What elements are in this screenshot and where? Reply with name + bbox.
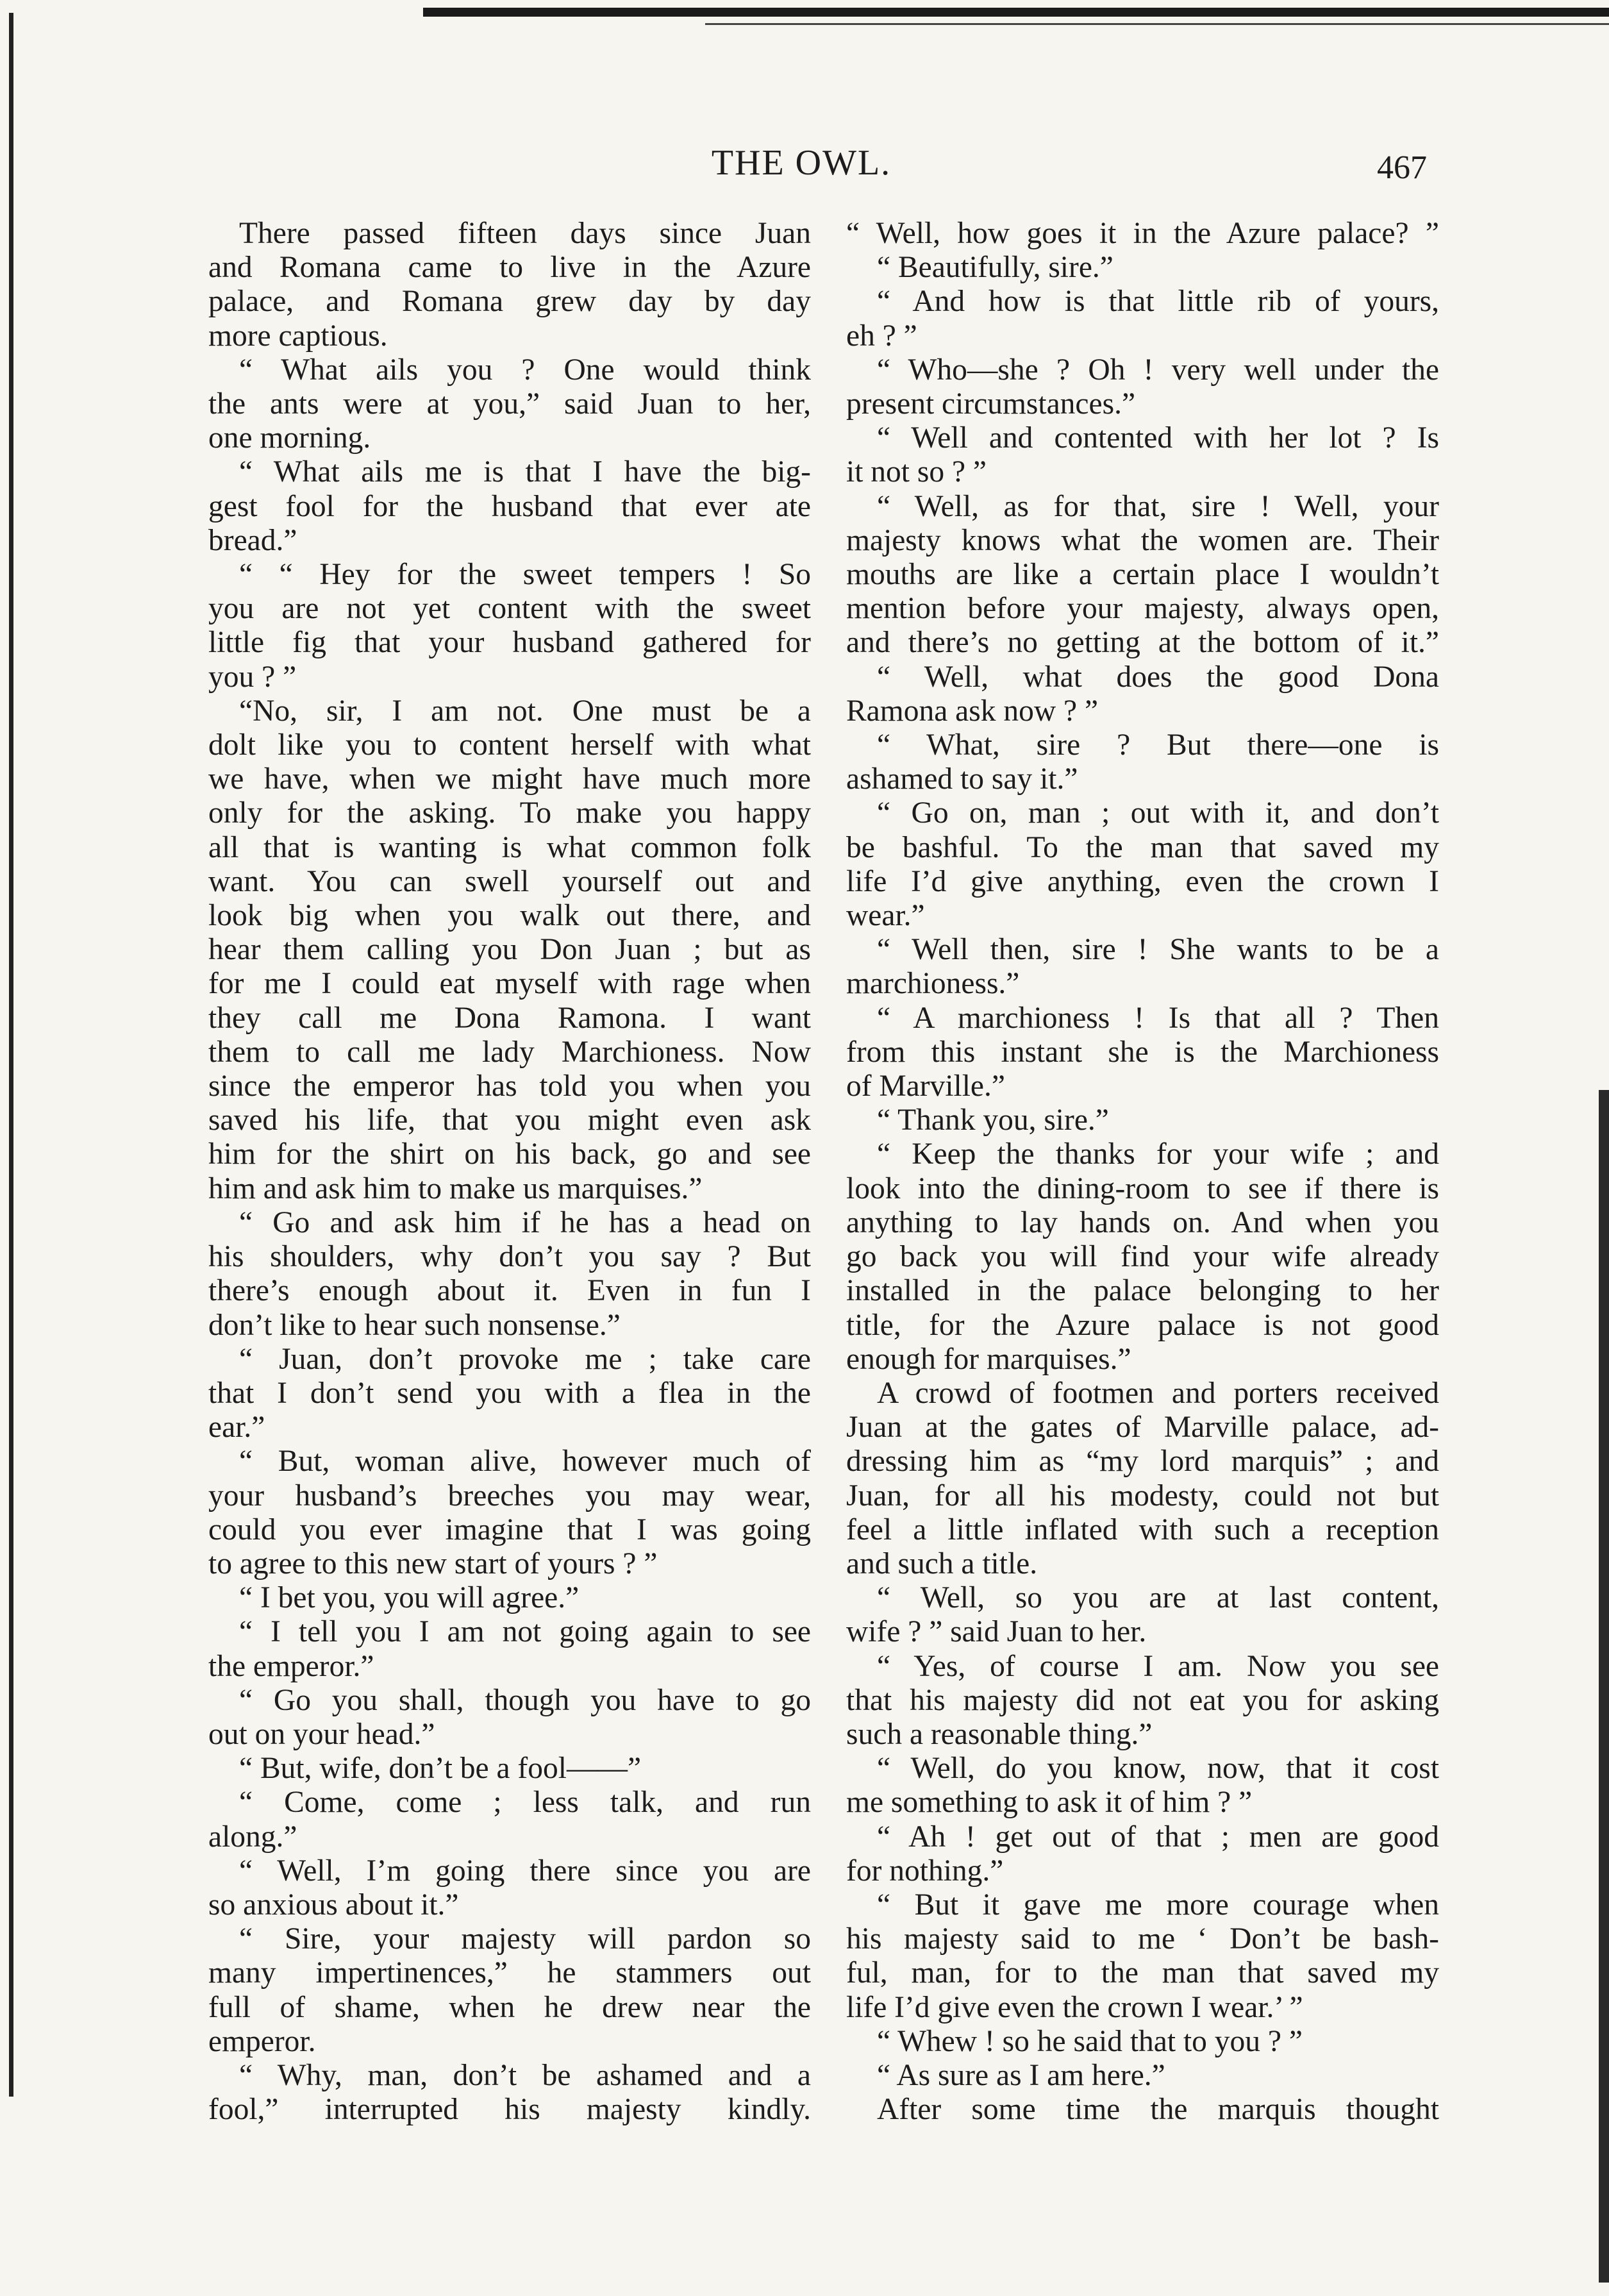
text-line: “ And how is that little rib of yours, [877,285,1439,319]
text-line: “ But, wife, don’t be a fool——” [239,1752,642,1786]
text-line: marchioness.” [846,967,1020,1001]
text-line: to agree to this new start of yours ? ” [208,1546,658,1580]
text-line: mouths are like a certain place I wouldn’t [846,558,1439,592]
text-line: fool,” interrupted his majesty kindly. [208,2093,811,2127]
text-line: many impertinences,” he stammers out [208,1956,811,1990]
text-line: him and ask him to make us marquises.” [208,1171,703,1205]
text-line: Ramona ask now ? ” [846,694,1099,728]
text-line: dolt like you to content herself with what [208,728,811,762]
text-line: go back you will find your wife already [846,1240,1439,1274]
text-line: mention before your majesty, always open, [846,592,1439,626]
text-line: “ Yes, of course I am. Now you see [877,1649,1439,1683]
text-line: “No, sir, I am not. One must be a [239,694,811,728]
text-line: could you ever imagine that I was going [208,1513,811,1546]
text-line: ashamed to say it.” [846,762,1078,796]
text-line: him for the shirt on his back, go and see [208,1137,811,1171]
text-line: little fig that your husband gathered for [208,626,811,660]
text-line: “ As sure as I am here.” [877,2058,1165,2092]
left-column [208,217,811,2127]
text-line: his shoulders, why don’t you say ? But [208,1240,811,1274]
text-line: present circumstances.” [846,387,1136,421]
text-line: Juan, for all his modesty, could not but [846,1479,1439,1513]
top-rule-thin [705,23,1609,25]
text-line: you are not yet content with the sweet [208,592,811,626]
text-line: “ Well then, sire ! She wants to be a [877,933,1439,967]
text-line: the ants were at you,” said Juan to her, [208,387,811,421]
text-line: only for the asking. To make you happy [208,796,811,830]
text-line: emperor. [208,2024,316,2058]
text-line: “ Well and contented with her lot ? Is [877,421,1439,455]
text-line: the emperor.” [208,1649,374,1683]
text-line: “ Juan, don’t provoke me ; take care [239,1342,811,1376]
text-line: they call me Dona Ramona. I want [208,1001,811,1035]
left-binding-edge [9,13,13,2097]
text-line: “ Beautifully, sire.” [877,251,1113,285]
text-line: for me I could eat myself with rage when [208,967,811,1001]
text-line: since the emperor has told you when you [208,1069,811,1103]
text-line: that his majesty did not eat you for asking [846,1683,1439,1717]
text-line: “ Whew ! so he said that to you ? ” [877,2024,1303,2058]
text-line: “ Who—she ? Oh ! very well under the [877,353,1439,387]
text-line: “ Why, man, don’t be ashamed and a [239,2058,811,2092]
right-page-edge [1599,1090,1609,2283]
text-line: more captious. [208,319,388,353]
text-line: “ Well, so you are at last content, [877,1581,1439,1615]
text-line: “ What ails me is that I have the big- [239,455,811,489]
text-line: “ Go and ask him if he has a head on [239,1205,811,1239]
text-line: “ Come, come ; less talk, and run [239,1786,811,1820]
text-line: we have, when we might have much more [208,762,811,796]
text-line: all that is wanting is what common folk [208,830,811,864]
text-line: “ Thank you, sire.” [877,1103,1109,1137]
text-line: eh ? ” [846,319,917,353]
text-line: “ What ails you ? One would think [239,353,811,387]
text-line: for nothing.” [846,1854,1004,1888]
text-line: “ Go you shall, though you have to go [239,1683,811,1717]
text-line: “ But it gave me more courage when [877,1888,1439,1922]
text-line: gest fool for the husband that ever ate [208,489,811,523]
text-line: from this instant she is the Marchioness [846,1035,1439,1069]
text-line: “ Well, do you know, now, that it cost [877,1752,1439,1786]
text-line: and Romana came to live in the Azure [208,251,811,285]
text-line: “ What, sire ? But there—one is [877,728,1439,762]
text-line: full of shame, when he drew near the [208,1990,811,2024]
text-line: so anxious about it.” [208,1888,459,1922]
text-line: “ I bet you, you will agree.” [239,1581,579,1615]
text-line: palace, and Romana grew day by day [208,285,811,319]
text-line: that I don’t send you with a flea in the [208,1376,811,1410]
text-line: wife ? ” said Juan to her. [846,1615,1147,1649]
text-line: “ A marchioness ! Is that all ? Then [877,1001,1439,1035]
text-line: don’t like to hear such nonsense.” [208,1308,621,1342]
text-line: bread.” [208,523,297,557]
text-line: you ? ” [208,660,297,694]
text-line: “ Ah ! get out of that ; men are good [877,1820,1439,1854]
text-line: ful, man, for to the man that saved my [846,1956,1439,1990]
text-line: one morning. [208,421,371,455]
text-line: After some time the marquis thought [877,2093,1439,2127]
text-line: your husband’s breeches you may wear, [208,1479,811,1513]
text-line: “ Sire, your majesty will pardon so [239,1922,811,1956]
text-line: be bashful. To the man that saved my [846,830,1439,864]
text-line: feel a little inflated with such a reception [846,1513,1439,1546]
text-line: ear.” [208,1411,265,1445]
text-line: and such a title. [846,1546,1038,1580]
text-line: me something to ask it of him ? ” [846,1786,1253,1820]
text-line: life I’d give even the crown I wear.’ ” [846,1990,1303,2024]
text-line: “ Well, how goes it in the Azure palace? ” [846,217,1439,250]
top-rule [423,8,1609,17]
text-line: his majesty said to me ‘ Don’t be bash- [846,1922,1439,1956]
text-line: wear.” [846,899,925,933]
text-line: dressing him as “my lord marquis” ; and [846,1445,1439,1479]
text-line: “ But, woman alive, however much of [239,1445,811,1479]
right-column [846,217,1439,2127]
text-line: hear them calling you Don Juan ; but as [208,933,811,967]
text-line: “ Go on, man ; out with it, and don’t [877,796,1439,830]
text-line: A crowd of footmen and porters received [877,1376,1439,1410]
text-line: and there’s no getting at the bottom of it.” [846,626,1439,660]
text-line: title, for the Azure palace is not good [846,1308,1439,1342]
text-line: anything to lay hands on. And when you [846,1205,1439,1239]
text-line: majesty knows what the women are. Their [846,523,1439,557]
text-line: saved his life, that you might even ask [208,1103,811,1137]
text-line: life I’d give anything, even the crown I [846,864,1439,898]
page-number: 467 [1377,149,1427,186]
text-line: “ Well, what does the good Dona [877,660,1439,694]
text-line: look into the dining-room to see if there is [846,1171,1439,1205]
text-line: them to call me lady Marchioness. Now [208,1035,811,1069]
text-line: Juan at the gates of Marville palace, ad- [846,1411,1439,1445]
text-line: such a reasonable thing.” [846,1717,1153,1751]
text-line: of Marville.” [846,1069,1005,1103]
text-line: “ Keep the thanks for your wife ; and [877,1137,1439,1171]
text-line: “ “ Hey for the sweet tempers ! So [239,558,811,592]
running-title: THE OWL. [711,143,892,183]
text-line: There passed fifteen days since Juan [239,217,811,250]
text-line: want. You can swell yourself out and [208,864,811,898]
text-line: look big when you walk out there, and [208,899,811,933]
text-line: “ I tell you I am not going again to see [239,1615,811,1649]
text-line: out on your head.” [208,1717,435,1751]
text-line: enough for marquises.” [846,1342,1131,1376]
text-line: there’s enough about it. Even in fun I [208,1274,811,1308]
text-line: along.” [208,1820,297,1854]
text-line: it not so ? ” [846,455,987,489]
text-line: “ Well, I’m going there since you are [239,1854,811,1888]
text-line: installed in the palace belonging to her [846,1274,1439,1308]
text-line: “ Well, as for that, sire ! Well, your [877,489,1439,523]
